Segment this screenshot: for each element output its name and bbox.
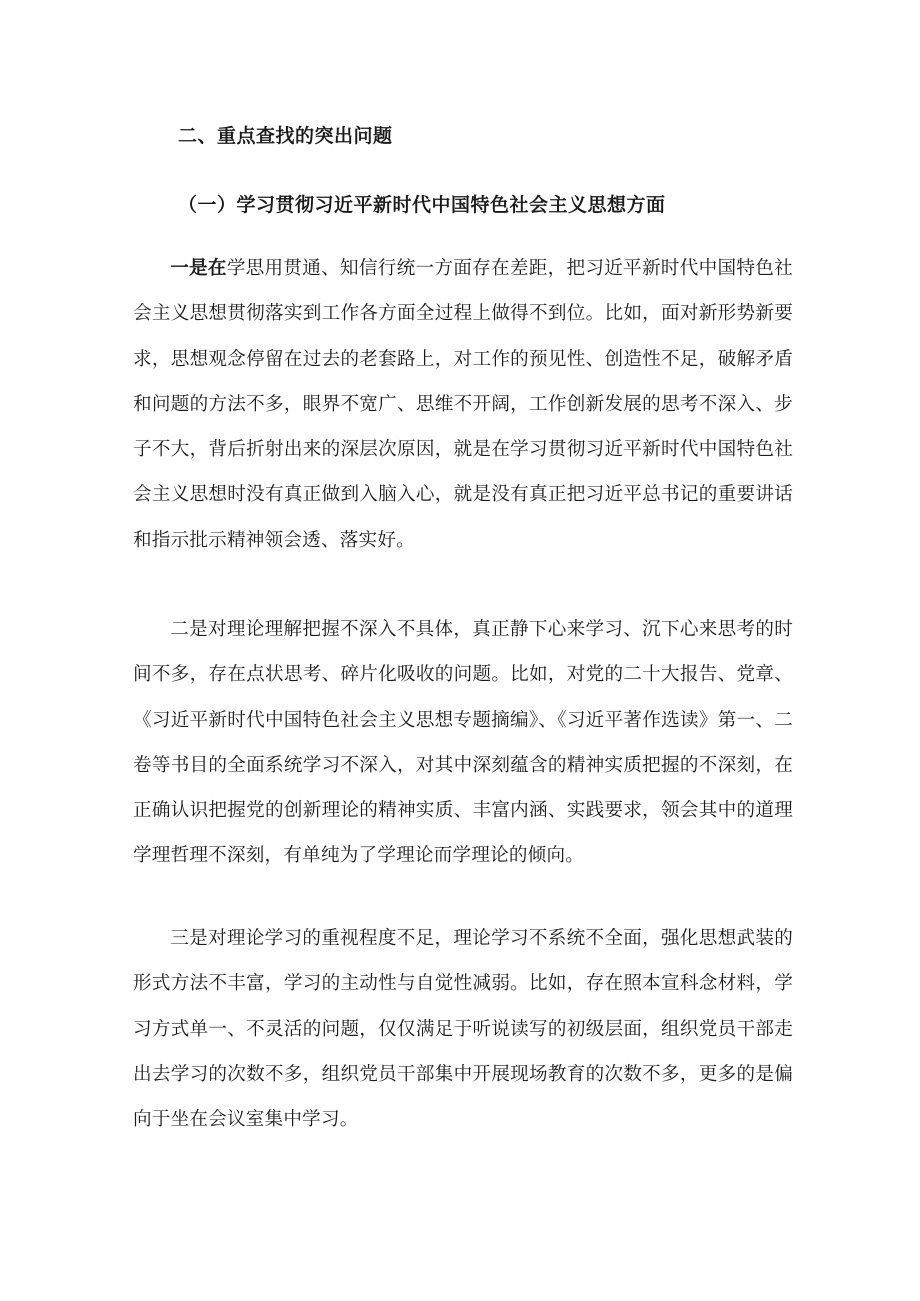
- section-heading: 二、重点查找的突出问题: [178, 125, 393, 147]
- paragraph-1: [133, 246, 793, 563]
- paragraph-3: 三是对理论学习的重视程度不足，理论学习不系统不全面，强化思想武装的形式方法不丰富，学习的主动性与自觉性减弱。比如，存在照本宣科念材料，学习方式单一、不灵活的问题，仅仅满足于听说读写的初级层面，组织党员干部走出去学习的次数不多，组织党员干部集中开展现场教育的次数不多，更多的是偏向于坐在会议室集中学习。: [133, 928, 793, 1131]
- paragraph-1-text: 学思用贯通、知信行统一方面存在差距，把习近平新时代中国特色社会主义思想贯彻落实到工作各方面全过程上做得不到位。比如，面对新形势新要求，思想观念停留在过去的老套路上，对工作的预见性、创造性不足，破解矛盾和问题的方法不多，眼界不宽广、思维不开阔，工作创新发展的思考不深入、步子不大，背后折射出来的深层次原因，就是在学习贯彻习近平新时代中国特色社会主义思想时没有真正做到入脑入心，就是没有真正把习近平总书记的重要讲话和指示批示精神领会透、落实好。: [133, 258, 793, 551]
- paragraph-1-lead: 一是在: [170, 258, 227, 279]
- subsection-heading: （一）学习贯彻习近平新时代中国特色社会主义思想方面: [178, 194, 666, 216]
- paragraph-2: 二是对理论理解把握不深入不具体，真正静下心来学习、沉下心来思考的时间不多，存在点状思考、碎片化吸收的问题。比如，对党的二十大报告、党章、《习近平新时代中国特色社会主义思想专题摘编》、《习近平著作选读》第一、二卷等书目的全面系统学习不深入，对其中深刻蕴含的精神实质把握的不深刻，在正确认识把握党的创新理论的精神实质、丰富内涵、实践要求，领会其中的道理学理哲理不深刻，有单纯为了学理论而学理论的倾向。: [133, 619, 793, 867]
